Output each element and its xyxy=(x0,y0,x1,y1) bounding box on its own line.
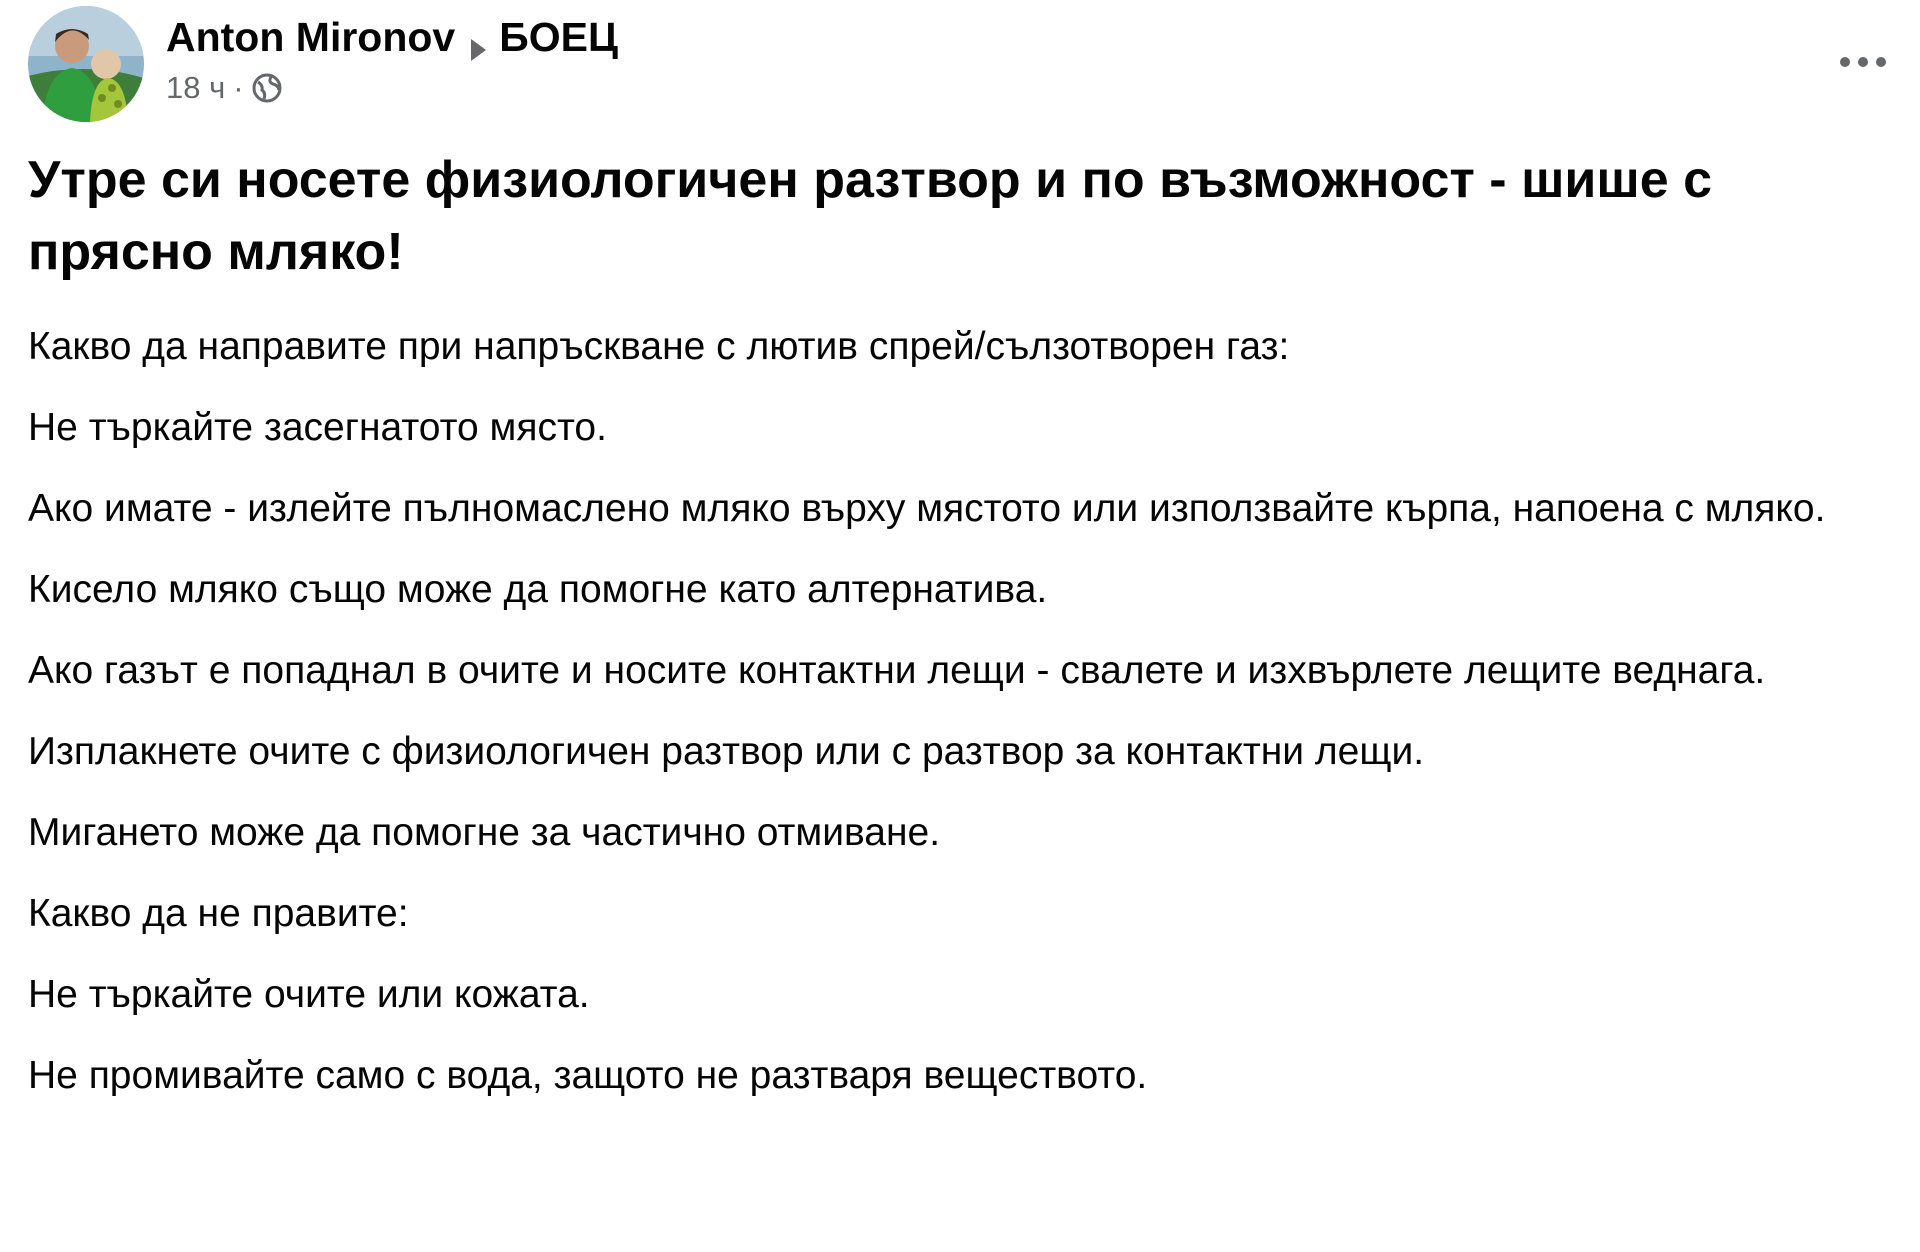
post-timestamp[interactable]: 18 ч xyxy=(166,70,226,105)
post-meta xyxy=(166,68,618,108)
post-paragraph: Не търкайте очите или кожата. xyxy=(28,973,590,1016)
triangle-right-icon xyxy=(467,25,489,53)
meta-separator: · xyxy=(233,70,244,105)
post-paragraph: Ако имате - излейте пълномаслено мляко върху мястото или използвайте кърпа, напоена с мляко. xyxy=(28,487,1826,530)
post-paragraph: Мигането може да помогне за частично отмиване. xyxy=(28,811,941,854)
more-options-icon xyxy=(1839,55,1887,73)
more-options-button[interactable] xyxy=(1828,34,1898,94)
header-text xyxy=(166,12,618,108)
globe-icon[interactable] xyxy=(252,73,282,103)
post-paragraph: Какво да направите при напръскване с лютив спрей/сълзотворен газ: xyxy=(28,325,1290,368)
author-line xyxy=(166,12,618,62)
post-paragraph: Не търкайте засегнатото място. xyxy=(28,406,607,449)
author-avatar[interactable] xyxy=(28,6,144,122)
group-name[interactable]: БОЕЦ xyxy=(499,14,618,60)
post-paragraph: Какво да не правите: xyxy=(28,892,409,935)
post-headline: Утре си носете физиологичен разтвор и по възможност - шише с прясно мляко! xyxy=(28,151,1713,281)
post-body xyxy=(28,318,1898,1128)
post-header xyxy=(28,6,1898,122)
post-paragraph: Кисело мляко също може да помогне като алтернатива. xyxy=(28,568,1048,611)
post-paragraph: Не промивайте само с вода, защото не разтваря веществото. xyxy=(28,1054,1148,1097)
post-paragraph: Изплакнете очите с физиологичен разтвор или с разтвор за контактни лещи. xyxy=(28,730,1425,773)
author-name[interactable]: Anton Mironov xyxy=(166,14,456,60)
post-paragraph: Ако газът е попаднал в очите и носите контактни лещи - свалете и изхвърлете лещите веднага. xyxy=(28,649,1766,692)
